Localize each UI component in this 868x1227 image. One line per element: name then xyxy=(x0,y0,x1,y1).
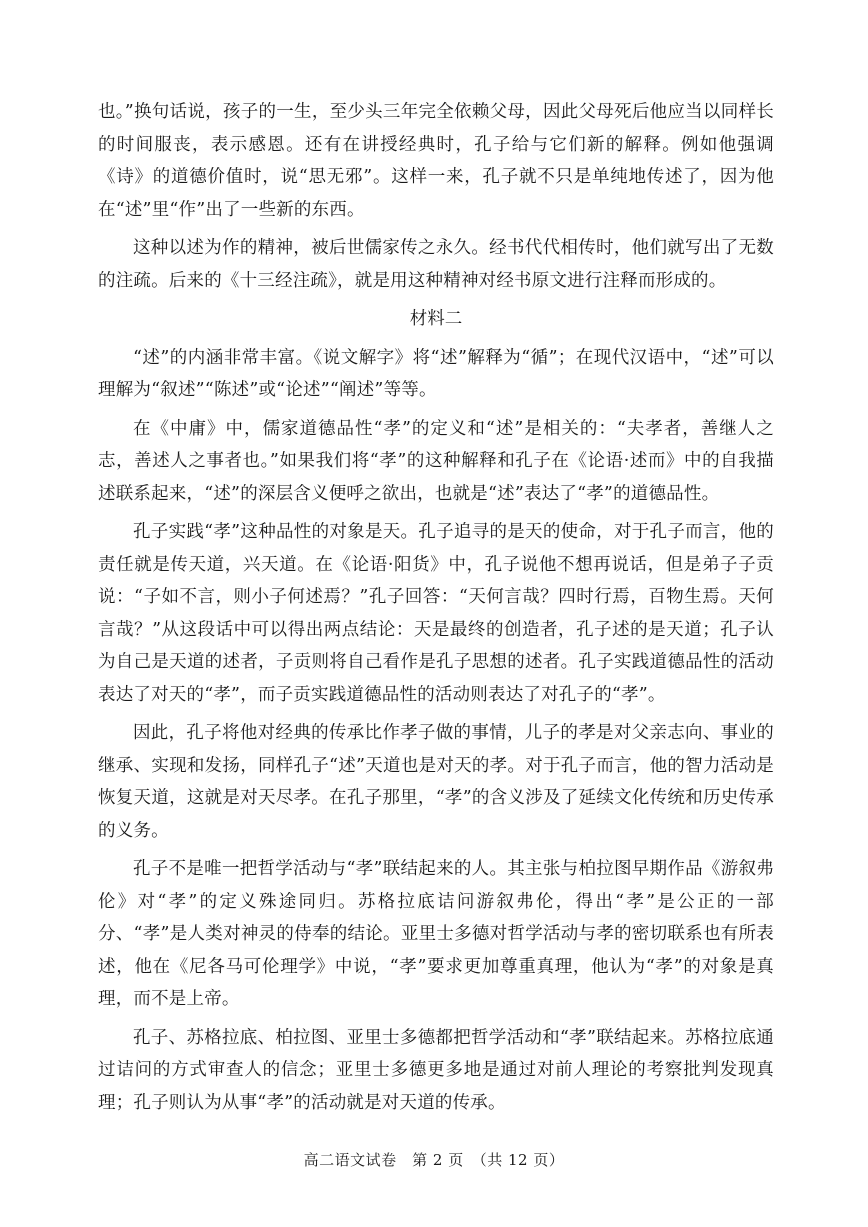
paragraph: 也。”换句话说，孩子的一生，至少头三年完全依赖父母，因此父母死后他应当以同样长的时间服丧，表示感恩。还有在讲授经典时，孔子给与它们新的解释。例如他强调《诗》的道德价值时，说“思无邪”。这样一来，孔子就不只是单纯地传述了，因为他在“述”里“作”出了一些新的东西。 xyxy=(98,102,774,220)
paragraph: 因此，孔子将他对经典的传承比作孝子做的事情，儿子的孝是对父亲志向、事业的继承、实现和发扬，同样孔子“述”天道也是对天的孝。对于孔子而言，他的智力活动是恢复天道，这就是对天尽孝。在孔子那里，“孝”的含义涉及了延续文化传统和历史传承的义务。 xyxy=(98,723,774,841)
paragraph: 孔子实践“孝”这种品性的对象是天。孔子追寻的是天的使命，对于孔子而言，他的责任就是传天道，兴天道。在《论语·阳货》中，孔子说他不想再说话，但是弟子子贡说：“子如不言，则小子何述焉？”孔子回答：“天何言哉？四时行焉，百物生焉。天何言哉？”从这段话中可以得出两点结论：天是最终的创造者，孔子述的是天道；孔子认为自己是天道的述者，子贡则将自己看作是孔子思想的述者。孔子实践道德品性的活动表达了对天的“孝”，而子贡实践道德品性的活动则表达了对孔子的“孝”。 xyxy=(98,522,774,705)
page-footer: 高二语文试卷 第 2 页 （共 12 页） xyxy=(303,1151,565,1169)
paragraph: 孔子不是唯一把哲学活动与“孝”联结起来的人。其主张与柏拉图早期作品《游叙弗伦》对“孝”的定义殊途同归。苏格拉底诘问游叙弗伦，得出“孝”是公正的一部分、“孝”是人类对神灵的侍奉的结论。亚里士多德对哲学活动与孝的密切联系也有所表述，他在《尼各马可伦理学》中说，“孝”要求更加尊重真理，他认为“孝”的对象是真理，而不是上帝。 xyxy=(98,859,774,1009)
paragraph: 在《中庸》中，儒家道德品性“孝”的定义和“述”是相关的：“夫孝者，善继人之志，善述人之事者也。”如果我们将“孝”的这种解释和孔子在《论语·述而》中的自我描述联系起来，“述”的深层含义便呼之欲出，也就是“述”表达了“孝”的道德品性。 xyxy=(98,418,774,504)
paragraph: “述”的内涵非常丰富。《说文解字》将“述”解释为“循”；在现代汉语中，“述”可以理解为“叙述”“陈述”或“论述”“阐述”等等。 xyxy=(98,347,774,400)
section-title: 材料二 xyxy=(409,309,463,329)
paragraph: 孔子、苏格拉底、柏拉图、亚里士多德都把哲学活动和“孝”联结起来。苏格拉底通过诘问的方式审查人的信念；亚里士多德更多地是通过对前人理论的考察批判发现真理；孔子则认为从事“孝”的活动就是对天道的传承。 xyxy=(98,1027,774,1113)
paragraph: 这种以述为作的精神，被后世儒家传之永久。经书代代相传时，他们就写出了无数的注疏。后来的《十三经注疏》，就是用这种精神对经书原文进行注释而形成的。 xyxy=(98,238,774,291)
page-body xyxy=(98,96,774,1125)
